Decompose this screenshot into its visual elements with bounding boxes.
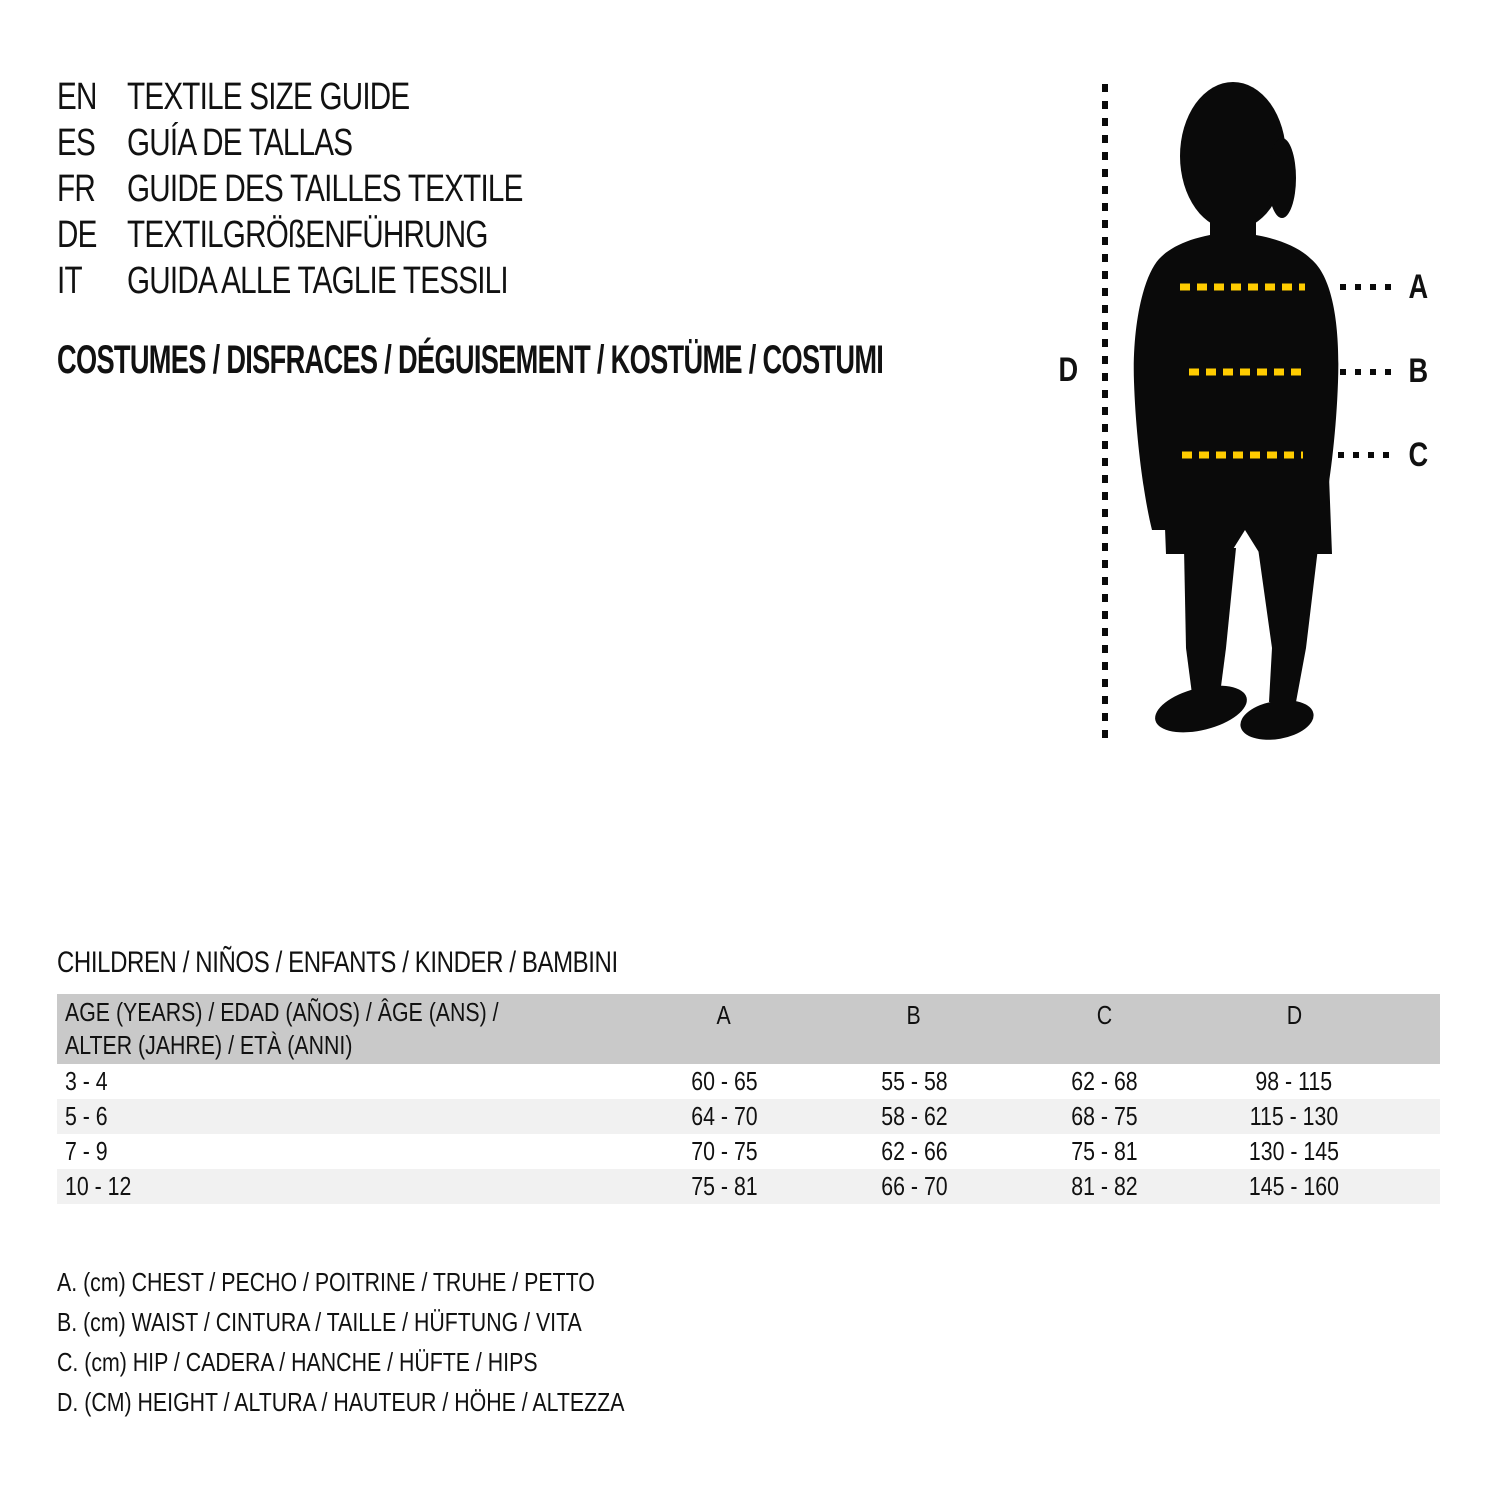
language-title: TEXTILE SIZE GUIDE — [127, 75, 410, 118]
hip-cell: 62 - 68 — [1070, 1066, 1138, 1096]
language-title: GUÍA DE TALLAS — [127, 121, 353, 164]
legend-line-waist: B. (cm) WAIST / CINTURA / TAILLE / HÜFTUNG / VITA — [57, 1307, 582, 1337]
language-row — [57, 258, 634, 304]
age-cell: 3 - 4 — [65, 1066, 108, 1096]
height-cell: 115 - 130 — [1249, 1101, 1339, 1131]
hip-cell: 75 - 81 — [1070, 1136, 1138, 1166]
legend-line-chest: A. (cm) CHEST / PECHO / POITRINE / TRUHE / PETTO — [57, 1267, 595, 1297]
language-code: IT — [57, 259, 82, 302]
hip-cell: 81 - 82 — [1070, 1171, 1138, 1201]
measurement-label-a: A — [1408, 268, 1428, 306]
chest-cell: 75 - 81 — [690, 1171, 758, 1201]
language-title-list — [57, 74, 634, 304]
height-cell: 98 - 115 — [1255, 1066, 1333, 1096]
column-header-c: C — [1096, 1000, 1112, 1030]
language-title: TEXTILGRÖßENFÜHRUNG — [127, 213, 488, 256]
child-silhouette-icon — [1088, 78, 1402, 748]
children-section-title: CHILDREN / NIÑOS / ENFANTS / KINDER / BAMBINI — [57, 946, 618, 979]
child-silhouette-shape — [1134, 82, 1339, 745]
age-cell: 10 - 12 — [65, 1171, 132, 1201]
age-cell: 7 - 9 — [65, 1136, 108, 1166]
chest-cell: 64 - 70 — [690, 1101, 758, 1131]
category-heading: COSTUMES / DISFRACES / DÉGUISEMENT / KOSTÜME / COSTUMI — [57, 338, 884, 382]
table-row — [57, 1169, 1440, 1204]
chest-cell: 70 - 75 — [690, 1136, 758, 1166]
language-title: GUIDA ALLE TAGLIE TESSILI — [127, 259, 508, 302]
age-cell: 5 - 6 — [65, 1101, 108, 1131]
measurement-label-d: D — [1058, 351, 1078, 389]
language-code: FR — [57, 167, 95, 210]
age-column-header: AGE (YEARS) / EDAD (AÑOS) / ÂGE (ANS) / ALTER (JAHRE) / ETÀ (ANNI) — [65, 997, 499, 1060]
column-header-a: A — [716, 1000, 732, 1030]
chest-cell: 60 - 65 — [690, 1066, 758, 1096]
language-row — [57, 74, 634, 120]
measurement-label-b: B — [1408, 352, 1428, 390]
language-row — [57, 120, 634, 166]
language-code: EN — [57, 75, 97, 118]
height-cell: 130 - 145 — [1248, 1136, 1340, 1166]
language-code: DE — [57, 213, 97, 256]
measurement-legend — [57, 1262, 749, 1422]
language-row — [57, 166, 634, 212]
measurement-label-c: C — [1408, 436, 1428, 474]
language-title: GUIDE DES TAILLES TEXTILE — [127, 167, 523, 210]
waist-cell: 66 - 70 — [880, 1171, 948, 1201]
waist-cell: 55 - 58 — [880, 1066, 948, 1096]
language-row — [57, 212, 634, 258]
waist-cell: 62 - 66 — [880, 1136, 948, 1166]
height-cell: 145 - 160 — [1248, 1171, 1340, 1201]
language-code: ES — [57, 121, 95, 164]
legend-line-hip: C. (cm) HIP / CADERA / HANCHE / HÜFTE / HIPS — [57, 1347, 538, 1377]
size-table — [57, 994, 1440, 1204]
table-row — [57, 1134, 1440, 1169]
waist-cell: 58 - 62 — [880, 1101, 948, 1131]
column-header-b: B — [906, 1000, 922, 1030]
table-row — [57, 1064, 1440, 1099]
table-row — [57, 1099, 1440, 1134]
table-header-row — [57, 994, 1440, 1064]
hip-cell: 68 - 75 — [1070, 1101, 1138, 1131]
legend-line-height: D. (CM) HEIGHT / ALTURA / HAUTEUR / HÖHE / ALTEZZA — [57, 1387, 625, 1417]
column-header-d: D — [1286, 1000, 1302, 1030]
